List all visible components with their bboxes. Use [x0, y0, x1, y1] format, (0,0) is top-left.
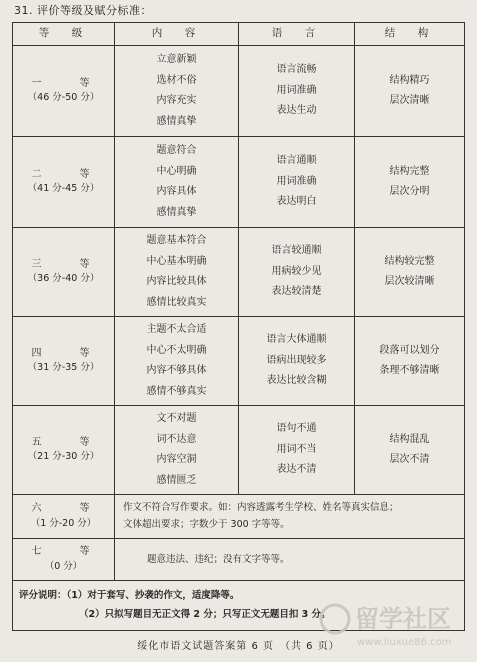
level-range: （0 分） — [44, 560, 83, 572]
level-name: 七 等 — [31, 546, 104, 558]
language-item: 表达较清楚 — [271, 286, 322, 298]
content-item: 内容空洞 — [156, 454, 197, 465]
level-name: 一 等 — [31, 77, 104, 89]
level-range: （36 分-40 分） — [27, 273, 100, 285]
content-item: 感情匮乏 — [156, 474, 197, 486]
structure-item: 结构较完整 — [384, 255, 435, 267]
language-item: 表达比较含糊 — [266, 375, 327, 387]
structure-item: 层次分明 — [389, 186, 430, 197]
content-item: 感情比较真实 — [146, 296, 207, 308]
note-line-2: （2）只拟写题目无正文得 2 分；只写正文无题目扣 3 分。 — [79, 608, 331, 620]
table-header-row — [13, 23, 465, 46]
note-line-1: 评分说明：（1）对于套写、抄袭的作文，适度降等。 — [19, 590, 240, 602]
content-item: 感情不够真实 — [146, 385, 207, 397]
level7-description: 题意违法、违纪；没有文字等等。 — [115, 539, 465, 581]
level-range: （31 分-35 分） — [27, 362, 100, 374]
content-item: 内容具体 — [156, 186, 197, 197]
table-row — [13, 539, 465, 581]
language-item: 表达明白 — [276, 196, 317, 208]
content-item: 文不对题 — [156, 413, 197, 424]
header-structure: 结 构 — [355, 23, 465, 46]
level-range: （46 分-50 分） — [27, 92, 100, 104]
content-cell — [115, 317, 239, 406]
structure-cell — [355, 46, 465, 137]
content-cell — [115, 406, 239, 495]
content-item: 选材不俗 — [156, 74, 197, 86]
grading-table — [12, 22, 465, 631]
structure-item: 层次清晰 — [389, 95, 430, 106]
structure-item: 结构完整 — [389, 165, 430, 177]
table-row — [13, 406, 465, 495]
content-item: 中心明确 — [156, 165, 197, 177]
level-name: 六 等 — [31, 503, 104, 515]
structure-cell — [355, 228, 465, 317]
structure-item: 层次不清 — [389, 454, 430, 465]
content-item: 内容充实 — [156, 95, 197, 106]
language-cell — [239, 406, 355, 495]
level-cell — [13, 406, 115, 495]
language-item: 语言通顺 — [276, 155, 317, 167]
content-item: 感情真挚 — [156, 115, 197, 127]
level-cell — [13, 46, 115, 137]
language-cell — [239, 317, 355, 406]
table-row — [13, 317, 465, 406]
content-item: 主题不太合适 — [146, 324, 207, 335]
structure-cell — [355, 317, 465, 406]
language-item: 用词准确 — [276, 84, 317, 96]
question-heading: 31. 评价等级及赋分标准： — [14, 4, 152, 17]
content-item: 内容比较具体 — [146, 276, 207, 287]
language-item: 语病出现较多 — [266, 354, 327, 366]
watermark-brand: 留学社区 — [355, 605, 451, 633]
level-cell — [13, 539, 115, 581]
content-item: 内容不够具体 — [146, 365, 207, 376]
content-item: 立意新颖 — [156, 54, 197, 65]
header-content: 内 容 — [115, 23, 239, 46]
language-cell — [239, 228, 355, 317]
structure-item: 结构混乱 — [389, 433, 430, 445]
level-range: （21 分-30 分） — [27, 451, 100, 463]
level-name: 三 等 — [31, 258, 104, 270]
table-row — [13, 495, 465, 539]
content-item: 题意符合 — [156, 145, 197, 156]
content-cell — [115, 137, 239, 228]
level-cell — [13, 317, 115, 406]
content-cell — [115, 46, 239, 137]
language-item: 语句不通 — [276, 423, 317, 435]
content-item: 中心基本明确 — [146, 255, 207, 267]
level-cell — [13, 495, 115, 539]
level6-description — [115, 495, 465, 539]
page-footer: 绥化市语文试题答案第 6 页 （共 6 页） — [137, 641, 340, 652]
level-cell — [13, 228, 115, 317]
structure-item: 结构精巧 — [389, 74, 430, 86]
language-cell — [239, 46, 355, 137]
level-name: 二 等 — [31, 168, 104, 180]
level-cell — [13, 137, 115, 228]
level-name: 五 等 — [31, 436, 104, 448]
description-line: 文体超出要求；字数少于 300 字等等。 — [123, 519, 290, 530]
description-line: 作文不符合写作要求。如：内容透露考生学校、姓名等真实信息； — [123, 502, 399, 514]
table-row — [13, 137, 465, 228]
structure-cell — [355, 406, 465, 495]
language-cell — [239, 137, 355, 228]
level-name: 四 等 — [31, 347, 104, 359]
language-item: 语言较通顺 — [271, 245, 322, 257]
watermark-url: www.liuxue86.com — [357, 637, 452, 648]
content-item: 题意基本符合 — [146, 235, 207, 246]
language-item: 用病较少见 — [271, 265, 322, 277]
language-item: 用词准确 — [276, 175, 317, 187]
content-item: 中心不太明确 — [146, 344, 207, 356]
table-row — [13, 46, 465, 137]
header-language: 语 言 — [239, 23, 355, 46]
language-item: 用词不当 — [276, 443, 317, 455]
structure-item: 层次较清晰 — [384, 276, 435, 287]
language-item: 语言大体通顺 — [266, 334, 327, 346]
table-row — [13, 228, 465, 317]
language-item: 表达生动 — [276, 105, 317, 117]
content-cell — [115, 228, 239, 317]
level-range: （1 分-20 分） — [30, 517, 97, 529]
structure-item: 条理不够清晰 — [379, 365, 440, 376]
structure-item: 段落可以划分 — [379, 344, 440, 356]
language-item: 语言流畅 — [276, 64, 317, 76]
level-range: （41 分-45 分） — [27, 183, 100, 195]
language-item: 表达不清 — [276, 464, 317, 476]
structure-cell — [355, 137, 465, 228]
content-item: 感情真挚 — [156, 206, 197, 218]
content-item: 词不达意 — [156, 433, 197, 445]
header-level: 等 级 — [13, 23, 115, 46]
